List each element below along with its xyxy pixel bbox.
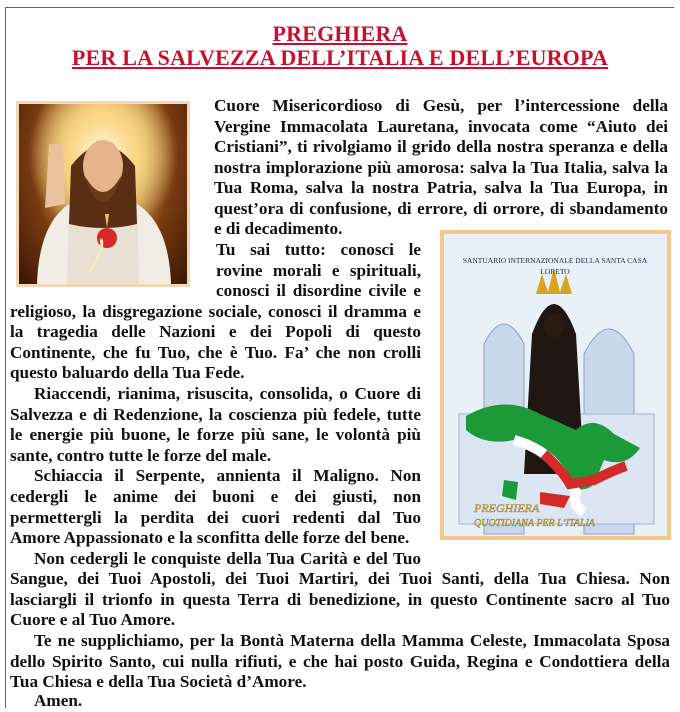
p7-amen: Amen. bbox=[34, 691, 83, 710]
title-line-2: PER LA SALVEZZA DELL’ITALIA E DELL’EUROPA bbox=[71, 45, 609, 70]
p2-line-4: religioso, la disgregazione sociale, conosci il dramma e bbox=[10, 302, 421, 321]
divine-mercy-image bbox=[16, 101, 190, 287]
loreto-madonna-map-icon bbox=[444, 234, 667, 536]
title-line-1: PREGHIERA bbox=[272, 21, 408, 46]
p6-line-3: Tua Chiesa e della Tua Società d’Amore. bbox=[10, 672, 307, 691]
p2-line-5: la tragedia delle Nazioni e dei Popoli di questo bbox=[10, 322, 421, 341]
loreto-caption2: QUOTIDIANA PER L’ITALIA bbox=[474, 518, 595, 529]
p3-line-4: sante, contro tutte le forze del male. bbox=[10, 446, 272, 465]
loreto-caption1: PREGHIERA bbox=[474, 501, 540, 515]
p2-line-3: conosci il disordine civile e bbox=[216, 281, 421, 300]
p6-line-1: Te ne supplichiamo, per la Bontà Materna della Mamma Celeste, Immacolata Sposa bbox=[34, 631, 670, 650]
p1-line-7: e di decadimento. bbox=[214, 219, 343, 238]
p1-line-1: Cuore Misericordioso di Gesù, per l’intercessione della bbox=[214, 96, 668, 115]
p5-line-2: Sangue, dei Tuoi Apostoli, dei Tuoi Martiri, dei Tuoi Santi, della Tua Chiesa. Non bbox=[10, 569, 670, 588]
p6-line-2: dello Spirito Santo, cui nulla rifiuti, e che hai posto Guida, Regina e Condottiera della bbox=[10, 652, 670, 671]
p4-line-4: Amore Appassionato e la sconfitta delle forze del bene. bbox=[10, 528, 410, 547]
p3-line-2: Salvezza e di Redenzione, la coscienza più fedele, tutte bbox=[10, 405, 421, 424]
p3-line-3: le energie più buone, le forze più sane, le volontà più bbox=[10, 425, 421, 444]
p1-line-4: nostra implorazione più amorosa: salva la Tua Italia, salva la bbox=[214, 158, 668, 177]
p4-line-3: permettergli la perdita dei cuori redenti dal Tuo bbox=[10, 508, 421, 527]
p4-line-2: cedergli le anime dei buoni e dei giusti, non bbox=[10, 487, 421, 506]
p2-line-1: Tu sai tutto: conosci le bbox=[216, 240, 421, 259]
loreto-header1: SANTUARIO INTERNAZIONALE DELLA SANTA CASA bbox=[462, 256, 648, 265]
p5-line-3: lasciargli il trionfo in questa Terra di benedizione, in questo Continente sacro al Tuo bbox=[10, 590, 670, 609]
p1-line-6: quest’ora di confusione, di errore, di orrore, di sbandamento bbox=[214, 199, 668, 218]
p4-line-1: Schiaccia il Serpente, annienta il Maligno. Non bbox=[34, 466, 421, 485]
p1-line-3: Cristiani”, ti rivolgiamo il grido della nostra speranza e della bbox=[214, 137, 668, 156]
divine-mercy-icon bbox=[19, 104, 187, 284]
loreto-poster-image bbox=[440, 230, 671, 540]
p2-line-6: Continente, che fu Tuo, che è Tuo. Fa’ che non crolli bbox=[10, 343, 421, 362]
p5-line-4: Cuore e al Tuo Amore. bbox=[10, 610, 176, 629]
p2-line-2: rovine morali e spirituali, bbox=[216, 261, 421, 280]
p5-line-1: Non cedergli le conquiste della Tua Carità e del Tuo bbox=[34, 549, 421, 568]
loreto-header2: LORETO bbox=[540, 267, 570, 276]
p1-line-5: Tua Roma, salva la nostra Patria, salva la Tua Europa, in bbox=[214, 178, 668, 197]
p3-line-1: Riaccendi, rianima, risuscita, consolida, o Cuore di bbox=[34, 384, 421, 403]
p2-line-7: questo baluardo della Tua Fede. bbox=[10, 363, 245, 382]
p1-line-2: Vergine Immacolata Lauretana, invocata come “Aiuto dei bbox=[214, 117, 668, 136]
